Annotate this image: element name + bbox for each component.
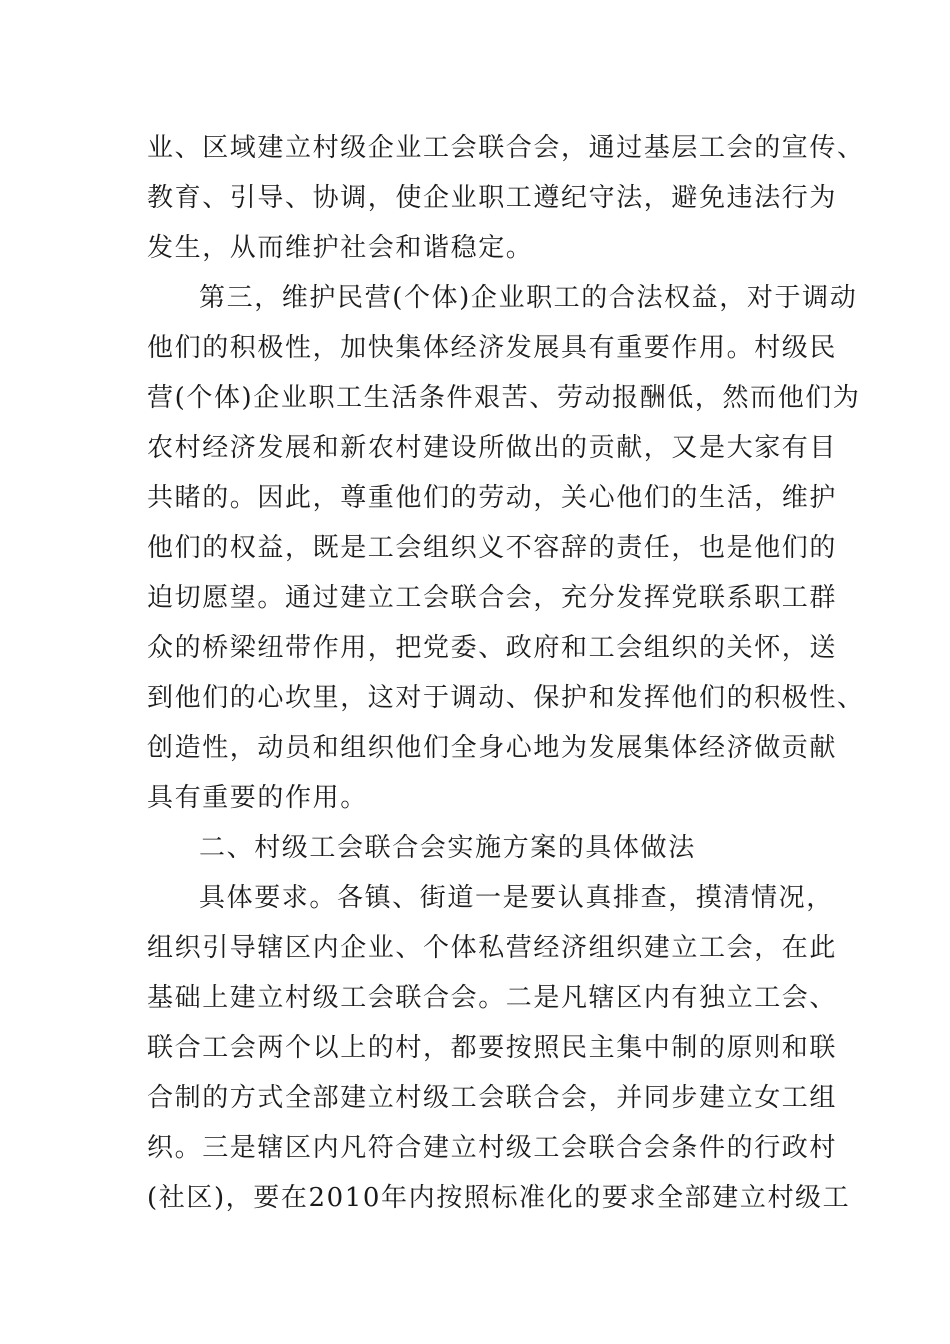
text-line: 合制的方式全部建立村级工会联合会，并同步建立女工组 [147,1083,838,1113]
paragraph-start-line: 具体要求。各镇、街道一是要认真排查，摸清情况， [199,883,834,913]
text-line: 他们的权益，既是工会组织义不容辞的责任，也是他们的 [147,533,838,563]
text-line: 基础上建立村级工会联合会。二是凡辖区内有独立工会、 [147,983,838,1013]
text-line: 组织引导辖区内企业、个体私营经济组织建立工会，在此 [147,933,838,963]
text-line: (社区)，要在2010年内按照标准化的要求全部建立村级工 [147,1183,851,1213]
text-line: 众的桥梁纽带作用，把党委、政府和工会组织的关怀，送 [147,633,838,663]
text-line: 发生，从而维护社会和谐稳定。 [147,233,534,263]
text-line: 织。三是辖区内凡符合建立村级工会联合会条件的行政村 [147,1133,838,1163]
text-line: 创造性，动员和组织他们全身心地为发展集体经济做贡献 [147,733,838,763]
text-line: 营(个体)企业职工生活条件艰苦、劳动报酬低，然而他们为 [147,383,861,413]
text-line: 具有重要的作用。 [147,783,368,813]
text-line: 共睹的。因此，尊重他们的劳动，关心他们的生活，维护 [147,483,838,513]
text-line: 他们的积极性，加快集体经济发展具有重要作用。村级民 [147,333,838,363]
text-line: 联合工会两个以上的村，都要按照民主集中制的原则和联 [147,1033,838,1063]
section-heading: 二、村级工会联合会实施方案的具体做法 [199,833,696,863]
text-line: 教育、引导、协调，使企业职工遵纪守法，避免违法行为 [147,183,838,213]
text-line: 农村经济发展和新农村建设所做出的贡献，又是大家有目 [147,433,838,463]
text-line: 迫切愿望。通过建立工会联合会，充分发挥党联系职工群 [147,583,838,613]
paragraph-start-line: 第三，维护民营(个体)企业职工的合法权益，对于调动 [199,283,858,313]
text-line: 业、区域建立村级企业工会联合会，通过基层工会的宣传、 [147,133,865,163]
text-line: 到他们的心坎里，这对于调动、保护和发挥他们的积极性、 [147,683,865,713]
